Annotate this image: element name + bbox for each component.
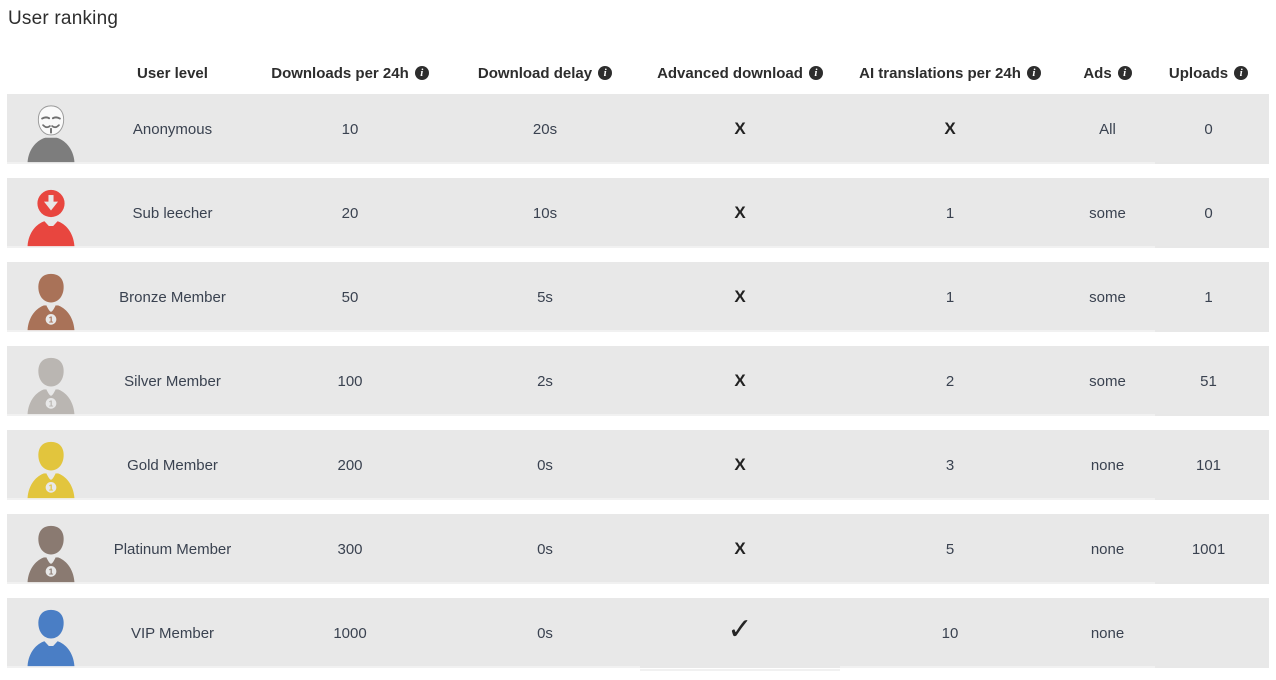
cell-level: Silver Member	[95, 346, 250, 416]
cell-ai: 2	[840, 346, 1060, 416]
cell-advanced: X	[640, 178, 840, 248]
cell-uploads: 1	[1204, 288, 1213, 306]
vip-member-icon	[7, 598, 95, 668]
cell-delay: 2s	[450, 346, 640, 416]
table-row	[7, 178, 1269, 248]
platinum-member-icon	[7, 514, 95, 584]
cell-advanced: X	[640, 94, 840, 164]
info-icon[interactable]: i	[1118, 66, 1132, 80]
column-header-label: Downloads per 24h	[271, 64, 409, 82]
svg-text:1: 1	[48, 398, 54, 409]
cell-delay: 20s	[450, 94, 640, 164]
column-header-label: Advanced download	[657, 64, 803, 82]
page-title: User ranking	[8, 8, 119, 29]
cell-downloads: 50	[250, 262, 450, 332]
info-icon[interactable]: i	[415, 66, 429, 80]
table-row	[7, 94, 1269, 164]
cell-level: VIP Member	[95, 598, 250, 668]
cell-delay: 10s	[450, 178, 640, 248]
cell-uploads: 1001	[1191, 540, 1226, 558]
column-header-uploads	[1155, 65, 1262, 82]
cell-ai: 1	[840, 178, 1060, 248]
column-header-delay	[450, 65, 640, 82]
info-icon[interactable]: i	[1234, 66, 1248, 80]
column-header-label: Uploads	[1168, 64, 1229, 82]
cell-uploads: 101	[1195, 456, 1222, 474]
anonymous-user-icon	[7, 94, 95, 164]
column-header-label: User level	[137, 64, 208, 82]
cell-downloads: 100	[250, 346, 450, 416]
cell-ai: 10	[840, 598, 1060, 668]
cell-ads: none	[1060, 598, 1155, 668]
cell-downloads: 10	[250, 94, 450, 164]
cell-delay: 5s	[450, 262, 640, 332]
cell-ai: X	[840, 94, 1060, 164]
cell-delay: 0s	[450, 430, 640, 500]
cell-level: Anonymous	[95, 94, 250, 164]
svg-text:1: 1	[48, 314, 54, 325]
column-header-level	[95, 65, 250, 82]
user-ranking-table	[7, 60, 1269, 668]
table-row	[7, 346, 1269, 416]
table-row	[7, 430, 1269, 500]
table-row	[7, 598, 1269, 668]
cell-ai: 1	[840, 262, 1060, 332]
cell-level: Gold Member	[95, 430, 250, 500]
bronze-member-icon	[7, 262, 95, 332]
svg-text:1: 1	[48, 566, 54, 577]
cell-uploads: 51	[1200, 372, 1217, 390]
cell-ads: some	[1060, 178, 1155, 248]
cell-delay: 0s	[450, 514, 640, 584]
column-header-downloads	[250, 65, 450, 82]
cell-ads: none	[1060, 514, 1155, 584]
table-row	[7, 262, 1269, 332]
cell-ads: some	[1060, 262, 1155, 332]
cell-advanced: X	[640, 346, 840, 416]
column-header-advanced	[640, 65, 840, 82]
column-header-ads	[1060, 65, 1155, 82]
cell-ads: All	[1060, 94, 1155, 164]
cell-advanced: X	[640, 262, 840, 332]
cell-level: Sub leecher	[95, 178, 250, 248]
sub-leecher-user-icon	[7, 178, 95, 248]
cell-ads: none	[1060, 430, 1155, 500]
cell-downloads: 1000	[250, 598, 450, 668]
cell-level: Bronze Member	[95, 262, 250, 332]
info-icon[interactable]: i	[1027, 66, 1041, 80]
cell-ai: 3	[840, 430, 1060, 500]
cell-delay: 0s	[450, 598, 640, 668]
cell-downloads: 300	[250, 514, 450, 584]
silver-member-icon	[7, 346, 95, 416]
cell-advanced: X	[640, 514, 840, 584]
cell-advanced: ✓	[640, 595, 840, 671]
info-icon[interactable]: i	[598, 66, 612, 80]
cell-level: Platinum Member	[95, 514, 250, 584]
cell-ai: 5	[840, 514, 1060, 584]
column-header-ai	[840, 65, 1060, 82]
column-header-label: Download delay	[477, 64, 593, 82]
gold-member-icon	[7, 430, 95, 500]
cell-ads: some	[1060, 346, 1155, 416]
cell-uploads: 0	[1204, 120, 1213, 138]
table-header-row	[7, 60, 1269, 86]
table-row	[7, 514, 1269, 584]
cell-advanced: X	[640, 430, 840, 500]
svg-text:1: 1	[48, 482, 54, 493]
column-header-label: AI translations per 24h	[859, 64, 1021, 82]
cell-downloads: 200	[250, 430, 450, 500]
cell-downloads: 20	[250, 178, 450, 248]
info-icon[interactable]: i	[809, 66, 823, 80]
cell-uploads: 0	[1204, 204, 1213, 222]
column-header-label: Ads	[1083, 64, 1112, 82]
